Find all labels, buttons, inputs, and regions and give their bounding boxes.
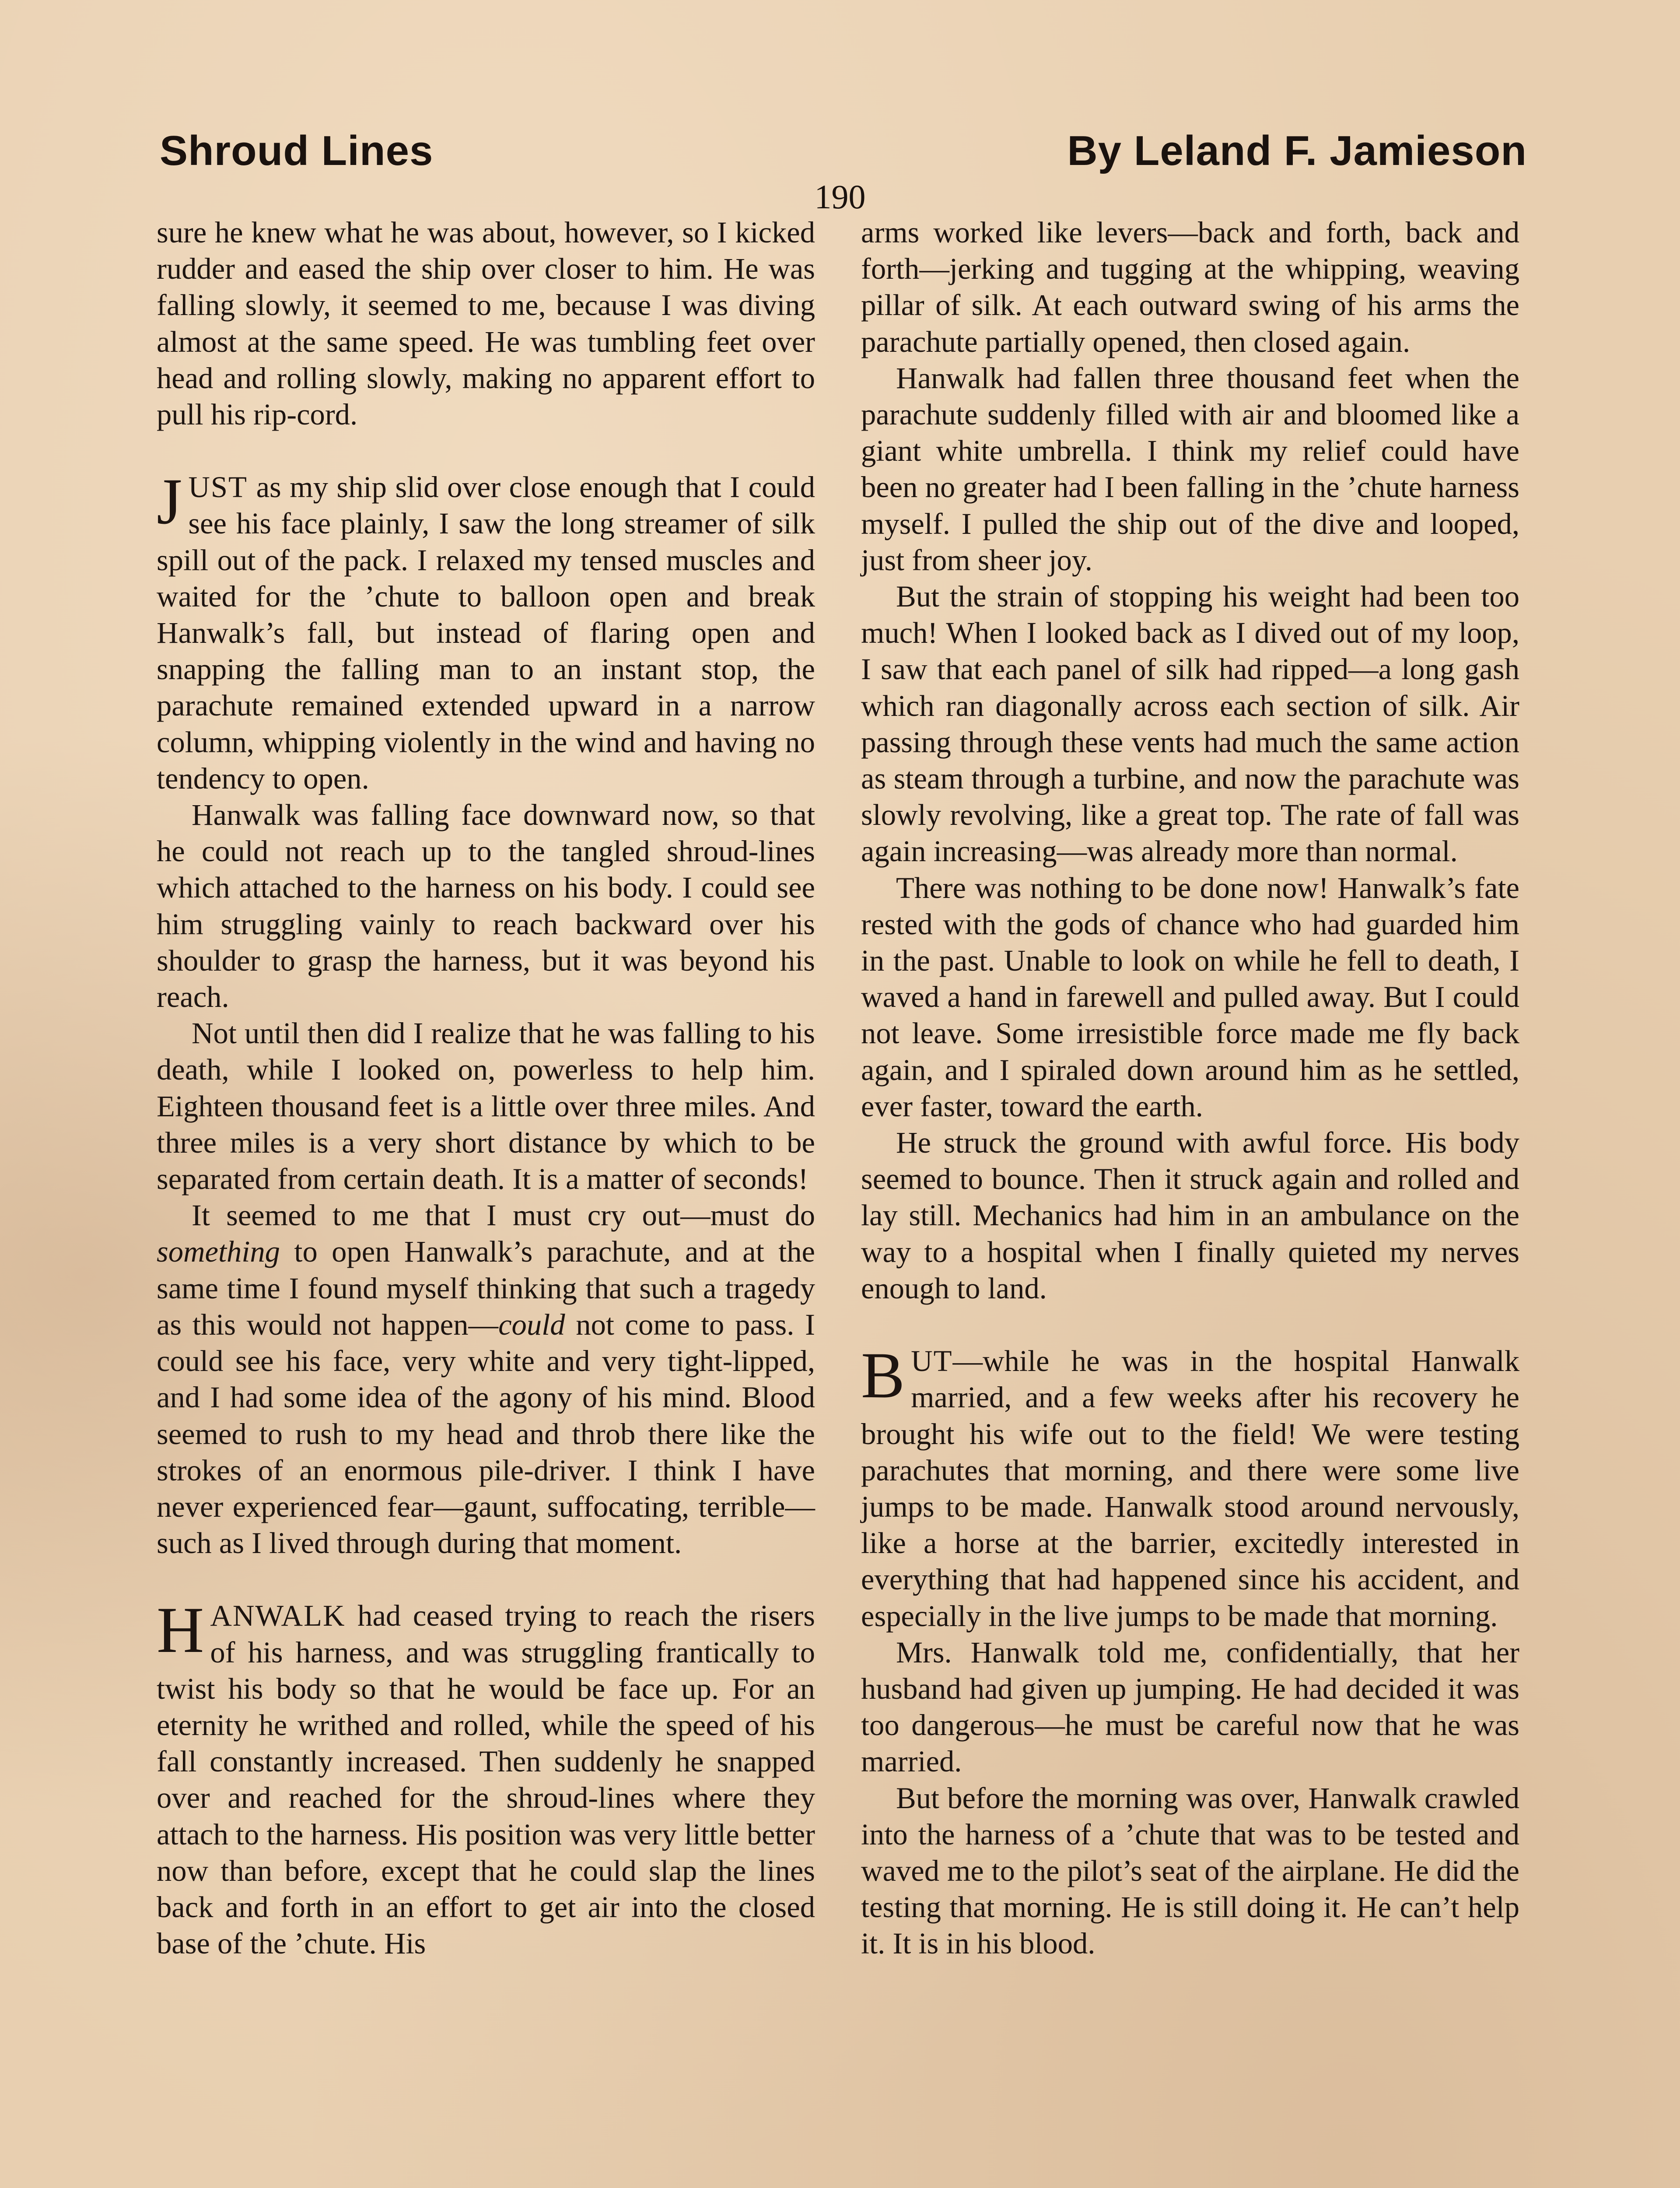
- paragraph: He struck the ground with awful force. His body seemed to bounce. Then it struck again and rolled and lay still. Mechanics had him in an ambulance on the way to a hospital when I finally quieted my nerves enough to land.: [861, 1126, 1519, 1305]
- paragraph: [157, 1594, 815, 1962]
- story-title: Shroud Lines: [160, 127, 434, 174]
- left-column: [157, 214, 815, 1962]
- paragraph: Hanwalk was falling face downward now, so that he could not reach up to the tangled shroud-lines which attached to the harness on his body. I could see him struggling vainly to reach backward over his shoulder to grasp the harness, but it was beyond his reach.: [157, 798, 815, 1014]
- paragraph: sure he knew what he was about, however, so I kicked rudder and eased the ship over closer to him. He was falling slowly, it seemed to me, because I was diving almost at the same speed. He was tumbling feet over head and rolling slowly, making no apparent effort to pull his rip-cord.: [157, 216, 815, 431]
- paragraph-text: as my ship slid over close enough that I could see his face plainly, I saw the long streamer of silk spill out of the pack. I relaxed my tensed muscles and waited for the ’chute to balloon open and break Hanwalk’s fall, but instead of flaring open and snapping the falling man to an instant stop, the parachute remained extended upward in a narrow column, whipping violently in the wind and having no tendency to open.: [157, 470, 815, 795]
- page-number: 190: [814, 178, 866, 216]
- lead-caps: UST: [188, 470, 248, 504]
- story-author: By Leland F. Jamieson: [1067, 127, 1527, 174]
- paragraph-text: —while he was in the hospital Hanwalk married, and a few weeks after his recovery he brought his wife out to the field! We were testing parachutes that morning, and there were some live jumps to be made. Hanwalk stood around nervously, like a horse at the barrier, excitedly interested in everything that had happened since his accident, and especially in the live jumps to be made that morning.: [861, 1344, 1519, 1633]
- right-column: [861, 214, 1519, 1962]
- paragraph: Mrs. Hanwalk told me, confidentially, that her husband had given up jumping. He had decided it was too dangerous—he must be careful now that he was married.: [861, 1635, 1519, 1778]
- paragraph: [157, 465, 815, 797]
- paragraph: arms worked like levers—back and forth, back and forth—jerking and tugging at the whipping, weaving pillar of silk. At each outward swing of his arms the parachute partially opened, then closed again.: [861, 216, 1519, 358]
- paragraph-text: not come to pass. I could see his face, very white and very tight-lipped, and I had some idea of the agony of his mind. Blood seemed to rush to my head and throb there like the strokes of an enormous pile-driver. I think I have never experienced fear—gaunt, suffocating, terrible—such as I lived through during that moment.: [157, 1308, 815, 1560]
- paragraph: [157, 1197, 815, 1561]
- paragraph: But the strain of stopping his weight had been too much! When I looked back as I dived out of my loop, I saw that each panel of silk had ripped—a long gash which ran diagonally across each section of silk. Air passing through these vents had much the same action as steam through a turbine, and now the parachute was slowly revolving, like a great top. The rate of fall was again increasing—was already more than normal.: [861, 580, 1519, 868]
- paragraph: [861, 1339, 1519, 1634]
- drop-cap: H: [157, 1594, 204, 1667]
- paragraph: There was nothing to be done now! Hanwalk’s fate rested with the gods of chance who had guarded him in the past. Unable to look on while he fell to death, I waved a hand in farewell and pulled away. But I could not leave. Some irresistible force made me fly back again, and I spiraled down around him as he settled, ever faster, toward the earth.: [861, 871, 1519, 1123]
- paragraph-text: had ceased trying to reach the risers of his harness, and was struggling frantically to twist his body so that he would be face up. For an eternity he writhed and rolled, while the speed of his fall constantly increased. Then suddenly he snapped over and reached for the shroud-lines where they attach to the harness. His position was very little better now than before, except that he could slap the lines back and forth in an effort to get air into the closed base of the ’chute. His: [157, 1599, 815, 1960]
- lead-caps: UT: [911, 1344, 953, 1378]
- paragraph: Hanwalk had fallen three thousand feet when the parachute suddenly filled with air and bloomed like a giant white umbrella. I think my relief could have been no greater had I been falling in the ’chute harness myself. I pulled the ship out of the dive and looped, just from sheer joy.: [861, 361, 1519, 577]
- drop-cap: B: [861, 1339, 905, 1412]
- emphasis: could: [498, 1308, 565, 1341]
- drop-cap: J: [157, 465, 182, 538]
- paragraph: Not until then did I realize that he was falling to his death, while I looked on, powerless to help him. Eighteen thousand feet is a little over three miles. And three miles is a very short distance by which to be separated from certain death. It is a matter of seconds!: [157, 1017, 815, 1196]
- emphasis: something: [157, 1235, 280, 1269]
- paragraph-text: It seemed to me that I must cry out—must do: [192, 1199, 815, 1232]
- paragraph-text: to open Hanwalk’s parachute, and at the same time I found myself thinking that such a tragedy as this would not happen—: [157, 1235, 815, 1341]
- paragraph: But before the morning was over, Hanwalk crawled into the harness of a ’chute that was to be tested and waved me to the pilot’s seat of the airplane. He did the testing that morning. He is still doing it. He can’t help it. It is in his blood.: [861, 1781, 1519, 1960]
- lead-caps: ANWALK: [210, 1599, 346, 1633]
